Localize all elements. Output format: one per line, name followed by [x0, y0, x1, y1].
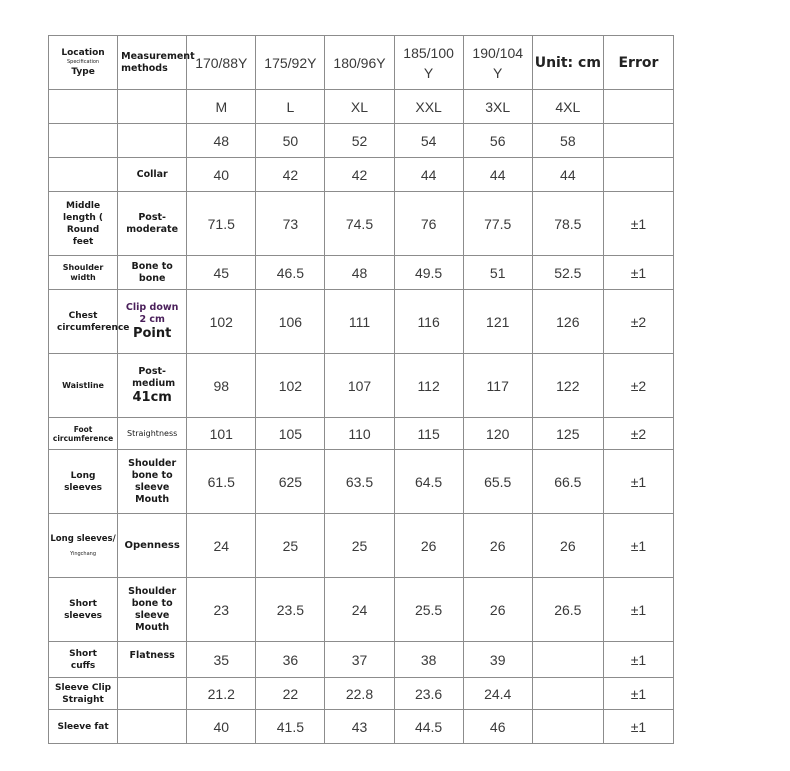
measure-value: 23.5 — [256, 578, 325, 642]
measure-value: 625 — [256, 450, 325, 514]
measure-value: 22.8 — [325, 678, 394, 710]
measure-value: 102 — [256, 354, 325, 418]
measure-type-sub: Yingchang — [70, 551, 97, 557]
type-label: Type — [71, 67, 95, 77]
header-row — [49, 36, 674, 90]
size-header-170: 170/88Y — [187, 36, 256, 90]
size-letter: M — [187, 90, 256, 124]
measure-row-waistline — [49, 354, 674, 418]
collar-value: 44 — [532, 158, 603, 192]
measure-method: Straightness — [118, 418, 187, 450]
measure-value: 26 — [463, 514, 532, 578]
measure-method: Clip down 2 cm — [125, 302, 179, 325]
measure-value: 111 — [325, 290, 394, 354]
measure-value: 25 — [256, 514, 325, 578]
measure-value: 101 — [187, 418, 256, 450]
empty-cell — [118, 90, 187, 124]
size-letter: 4XL — [532, 90, 603, 124]
measure-method-cell — [118, 578, 187, 642]
measure-value: 36 — [256, 642, 325, 678]
measure-value: 117 — [463, 354, 532, 418]
measure-value — [532, 642, 603, 678]
error-value: ±1 — [603, 678, 673, 710]
measure-value: 102 — [187, 290, 256, 354]
measure-value: 35 — [187, 642, 256, 678]
collar-value: 40 — [187, 158, 256, 192]
error-value: ±1 — [603, 642, 673, 678]
unit-header: Unit: cm — [532, 36, 603, 90]
measure-value: 39 — [463, 642, 532, 678]
measure-type: Foot circumference — [49, 418, 118, 450]
measure-value: 98 — [187, 354, 256, 418]
size-number: 48 — [187, 124, 256, 158]
measure-value: 73 — [256, 192, 325, 256]
measure-value: 44.5 — [394, 710, 463, 744]
measure-value — [532, 710, 603, 744]
measure-row-sleeve-clip — [49, 678, 674, 710]
error-value: ±1 — [603, 450, 673, 514]
size-letter: 3XL — [463, 90, 532, 124]
measure-type-cell — [49, 514, 118, 578]
size-header-175: 175/92Y — [256, 36, 325, 90]
measure-value: 24 — [187, 514, 256, 578]
error-value: ±2 — [603, 418, 673, 450]
empty-cell — [49, 90, 118, 124]
measure-value: 78.5 — [532, 192, 603, 256]
measure-row-chest — [49, 290, 674, 354]
measure-type: Sleeve fat — [49, 710, 118, 744]
measure-method-emphasis: 41cm — [132, 390, 172, 405]
location-label: Location — [61, 48, 105, 58]
measure-row-sleeve-fat — [49, 710, 674, 744]
measure-value: 48 — [325, 256, 394, 290]
measure-type: Short cuffs — [49, 642, 118, 678]
measure-value: 38 — [394, 642, 463, 678]
measure-type: Short sleeves — [49, 578, 118, 642]
measure-value: 43 — [325, 710, 394, 744]
measure-value: 77.5 — [463, 192, 532, 256]
empty-cell — [49, 124, 118, 158]
measure-value: 51 — [463, 256, 532, 290]
measure-type: Chest circumference — [49, 290, 118, 354]
measure-value: 37 — [325, 642, 394, 678]
size-chart-table — [48, 35, 674, 744]
measure-type: Long sleeves — [49, 450, 118, 514]
measure-value: 106 — [256, 290, 325, 354]
measure-value: 71.5 — [187, 192, 256, 256]
measure-value: 23.6 — [394, 678, 463, 710]
size-header-180: 180/96Y — [325, 36, 394, 90]
measure-value: 23 — [187, 578, 256, 642]
measure-value: 46.5 — [256, 256, 325, 290]
measure-value: 21.2 — [187, 678, 256, 710]
measure-value: 24 — [325, 578, 394, 642]
measure-method-cell — [118, 450, 187, 514]
size-number: 52 — [325, 124, 394, 158]
empty-cell — [603, 158, 673, 192]
measure-row-shoulder-width — [49, 256, 674, 290]
measure-value: 24.4 — [463, 678, 532, 710]
measure-method: Openness — [118, 514, 187, 578]
measure-value: 46 — [463, 710, 532, 744]
measure-value: 125 — [532, 418, 603, 450]
measure-method-emphasis: Mouth — [135, 621, 170, 633]
measure-value: 105 — [256, 418, 325, 450]
location-spec-type-cell — [49, 36, 118, 90]
measure-type: Waistline — [49, 354, 118, 418]
specification-label: Specification — [67, 59, 100, 65]
measure-value: 45 — [187, 256, 256, 290]
empty-cell — [603, 124, 673, 158]
measure-value: 26 — [394, 514, 463, 578]
measure-value: 110 — [325, 418, 394, 450]
measure-type: Middle length ( Round feet — [49, 192, 118, 256]
error-value: ±1 — [603, 514, 673, 578]
measure-value: 126 — [532, 290, 603, 354]
error-value: ±2 — [603, 290, 673, 354]
measure-value: 112 — [394, 354, 463, 418]
measure-row-long-sleeves-opening — [49, 514, 674, 578]
error-value: ±1 — [603, 710, 673, 744]
measure-value: 115 — [394, 418, 463, 450]
error-value: ±1 — [603, 578, 673, 642]
error-value: ±2 — [603, 354, 673, 418]
measure-value: 107 — [325, 354, 394, 418]
measure-value: 26.5 — [532, 578, 603, 642]
measure-value: 61.5 — [187, 450, 256, 514]
measure-value: 22 — [256, 678, 325, 710]
measure-method: Post- medium — [132, 366, 176, 389]
measure-method-cell — [118, 354, 187, 418]
empty-cell — [49, 158, 118, 192]
measure-type: Sleeve Clip Straight — [49, 678, 118, 710]
size-header-185: 185/100 Y — [394, 36, 463, 90]
measure-value: 76 — [394, 192, 463, 256]
error-value: ±1 — [603, 192, 673, 256]
measure-value: 52.5 — [532, 256, 603, 290]
size-number: 56 — [463, 124, 532, 158]
size-number: 58 — [532, 124, 603, 158]
measure-method: Bone to bone — [118, 256, 187, 290]
size-letter: XL — [325, 90, 394, 124]
collar-row — [49, 158, 674, 192]
measure-value: 26 — [463, 578, 532, 642]
measure-value: 26 — [532, 514, 603, 578]
measure-value: 116 — [394, 290, 463, 354]
measure-method: Shoulder bone to sleeve — [128, 585, 177, 621]
measure-value: 122 — [532, 354, 603, 418]
error-value: ±1 — [603, 256, 673, 290]
size-letter-row — [49, 90, 674, 124]
measure-value: 41.5 — [256, 710, 325, 744]
measure-method — [118, 678, 187, 710]
measure-value: 74.5 — [325, 192, 394, 256]
collar-value: 42 — [256, 158, 325, 192]
collar-value: 44 — [394, 158, 463, 192]
size-number-row — [49, 124, 674, 158]
measurement-method-header: Measurement methods — [118, 36, 187, 90]
measure-value: 66.5 — [532, 450, 603, 514]
empty-cell — [118, 124, 187, 158]
measure-value: 121 — [463, 290, 532, 354]
measure-row-short-cuffs — [49, 642, 674, 678]
collar-value: 42 — [325, 158, 394, 192]
measure-row-long-sleeves — [49, 450, 674, 514]
measure-value: 25.5 — [394, 578, 463, 642]
measure-row-short-sleeves — [49, 578, 674, 642]
empty-cell — [603, 90, 673, 124]
measure-value: 64.5 — [394, 450, 463, 514]
size-number: 50 — [256, 124, 325, 158]
measure-row-middle-length — [49, 192, 674, 256]
measure-method-emphasis: Mouth — [135, 493, 170, 505]
collar-label: Collar — [118, 158, 187, 192]
measure-value: 120 — [463, 418, 532, 450]
measure-value: 40 — [187, 710, 256, 744]
size-header-190: 190/104 Y — [463, 36, 532, 90]
measure-method: Flatness — [118, 642, 187, 678]
measure-method-cell — [118, 290, 187, 354]
size-letter: L — [256, 90, 325, 124]
measure-value: 63.5 — [325, 450, 394, 514]
size-number: 54 — [394, 124, 463, 158]
collar-value: 44 — [463, 158, 532, 192]
size-letter: XXL — [394, 90, 463, 124]
error-header: Error — [603, 36, 673, 90]
measure-value: 65.5 — [463, 450, 532, 514]
measure-method-emphasis: Point — [132, 326, 172, 341]
measure-value: 49.5 — [394, 256, 463, 290]
measure-value — [532, 678, 603, 710]
measure-row-foot — [49, 418, 674, 450]
measure-type: Long sleeves/ — [50, 534, 116, 544]
measure-method — [118, 710, 187, 744]
measure-method: Shoulder bone to sleeve — [128, 457, 177, 493]
measure-value: 25 — [325, 514, 394, 578]
measure-method: Post- moderate — [118, 192, 187, 256]
measure-type: Shoulder width — [49, 256, 118, 290]
